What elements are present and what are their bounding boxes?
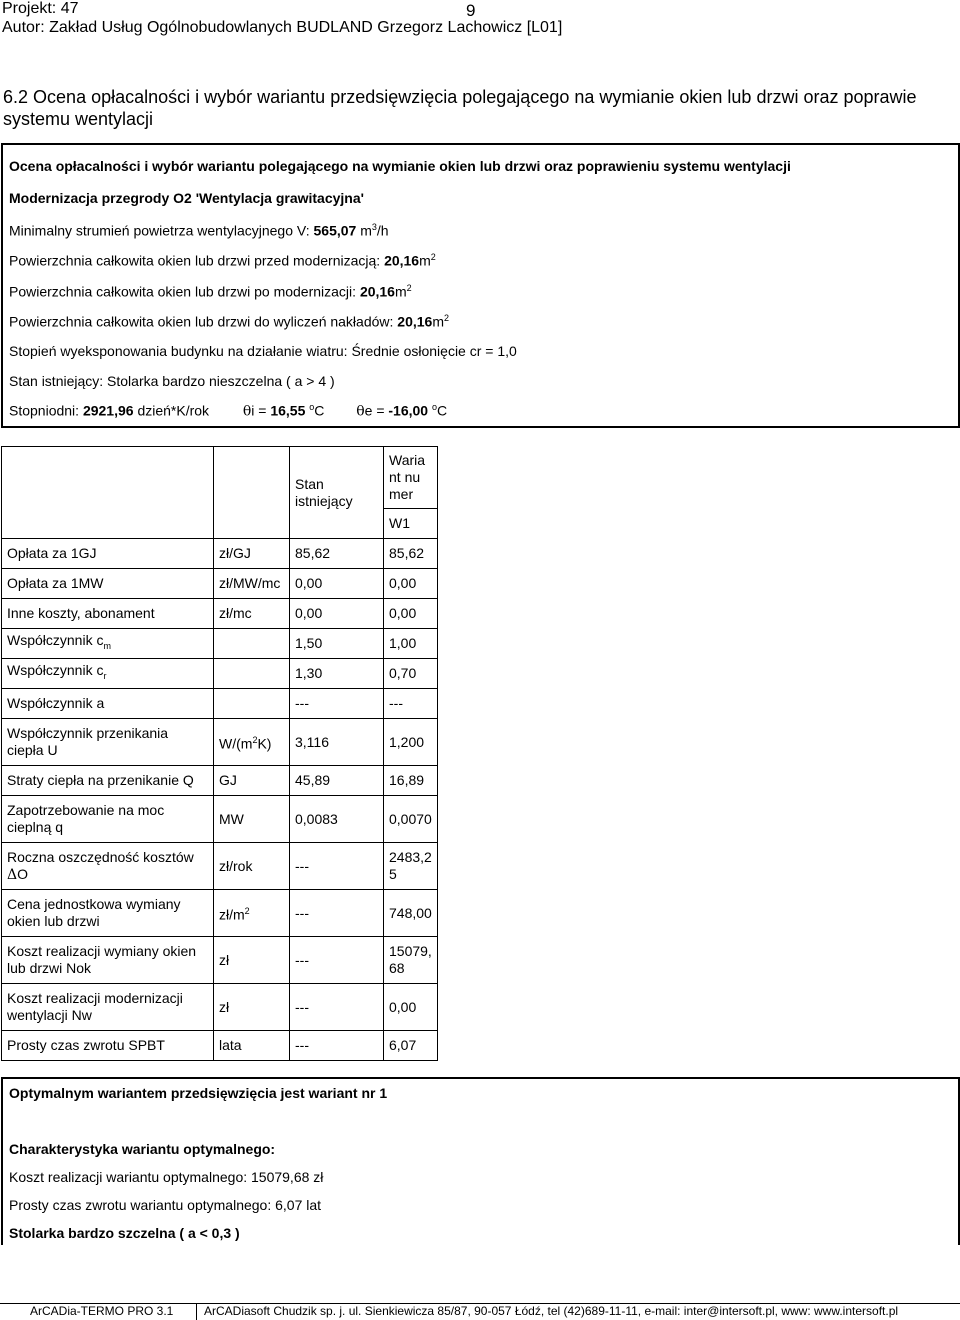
optimal-cost-line: Koszt realizacji wariantu optymalnego: 15079,68 zł [9,1169,324,1185]
degree-days-line [9,402,447,420]
area-cost-line [9,313,449,330]
degree-sup: o [309,402,315,412]
variants-table [1,446,438,1061]
assessment-title: Ocena opłacalności i wybór wariantu polegającego na wymianie okien lub drzwi oraz poprawieniu systemu wentylacji [9,158,791,174]
table-row [2,984,438,1031]
area-before-value: 20,16 [384,252,420,269]
row-w1: 1,00 [384,629,438,659]
te-label: e = [364,402,389,419]
header-stan [290,447,384,539]
area-after-label: Powierzchnia całkowita okien lub drzwi po modernizacji: [9,283,360,300]
area-cost-label: Powierzchnia całkowita okien lub drzwi do wyliczeń nakładów: [9,313,398,330]
area-before-line [9,252,436,269]
row-w1: 6,07 [384,1031,438,1061]
row-stan: --- [290,843,384,890]
area-sup: 2 [406,283,412,293]
ti-label: i = [251,402,271,419]
degree-sup: o [431,402,437,412]
theta-symbol: θ [242,403,252,420]
row-label: Współczynnik $c_m$ [2,629,214,659]
table-row [2,1031,438,1061]
row-stan: 1,50 [290,629,384,659]
row-unit: MW [214,796,290,843]
row-label: Współczynnik przenikania ciepła U [2,719,214,766]
area-unit: m [394,283,407,300]
page-footer [0,1303,960,1320]
row-w1: 0,00 [384,569,438,599]
row-w1: 16,89 [384,766,438,796]
row-label: Roczna oszczędność kosztów ΔO [2,843,214,890]
footer-company: ArCADiasoft Chudzik sp. j. ul. Sienkiewicza 85/87, 90-057 Łódź, tel (42)689-11-11, e-mail: inter@intersoft.pl, www: www.intersoft.pl [204,1304,899,1318]
row-stan: 0,0083 [290,796,384,843]
row-w1: 0,0070 [384,796,438,843]
row-label: Współczynnik a [2,689,214,719]
row-stan: 0,00 [290,599,384,629]
table-row [2,796,438,843]
airflow-value: 565,07 [313,222,357,239]
row-w1: 85,62 [384,539,438,569]
row-w1: 748,00 [384,890,438,937]
row-stan: 0,00 [290,569,384,599]
area-after-line [9,283,412,300]
row-unit: zł/GJ [214,539,290,569]
table-row [2,539,438,569]
section-heading [3,86,958,130]
row-label: Cena jednostkowa wymiany okien lub drzwi [2,890,214,937]
row-unit: $zł/m^2$ [214,890,290,937]
table-row [2,937,438,984]
row-unit [214,659,290,689]
section-number: 6.2 [3,87,29,107]
area-sup: 2 [444,313,450,323]
row-stan: --- [290,984,384,1031]
area-unit: m [432,313,445,330]
row-unit: zł/MW/mc [214,569,290,599]
degree-days-unit: dzień*K/rok [133,402,210,419]
area-unit: m [419,252,431,269]
row-unit: $W/(m^2K)$ [214,719,290,766]
table-row [2,659,438,689]
header-wariant-label: Wariant numer [389,452,426,502]
row-unit [214,689,290,719]
table-row [2,599,438,629]
airflow-line [9,222,389,239]
row-label: Koszt realizacji wymiany okien lub drzwi Nok [2,937,214,984]
row-label: Prosty czas zwrotu SPBT [2,1031,214,1061]
row-unit: zł [214,937,290,984]
area-before-label: Powierzchnia całkowita okien lub drzwi przed modernizacją: [9,252,385,269]
row-w1: 0,70 [384,659,438,689]
project-label: Projekt: 47 [2,0,79,17]
row-w1: 15079,68 [384,937,438,984]
row-stan: 3,116 [290,719,384,766]
table-row [2,719,438,766]
row-w1: 0,00 [384,599,438,629]
temp-unit: C [314,402,325,419]
table-row [2,766,438,796]
joinery-line: Stolarka bardzo szczelna ( a < 0,3 ) [9,1225,240,1241]
row-w1: 0,00 [384,984,438,1031]
row-label: Inne koszty, abonament [2,599,214,629]
row-unit [214,629,290,659]
header-wariant [384,447,438,509]
row-w1: 2483,25 [384,843,438,890]
section-title: Ocena opłacalności i wybór wariantu przedsięwzięcia polegającego na wymianie okien lub drzwi oraz poprawie systemu wentylacji [3,87,917,129]
table-row [2,629,438,659]
table-row [2,569,438,599]
airflow-unit-sup: 3 [371,222,377,232]
page-number: 9 [466,1,476,20]
state-line: Stan istniejący: Stolarka bardzo nieszczelna ( a > 4 ) [9,373,335,389]
te-value: -16,00 [388,402,429,419]
row-stan: 45,89 [290,766,384,796]
row-label: Zapotrzebowanie na moc cieplną q [2,796,214,843]
row-unit: lata [214,1031,290,1061]
area-cost-value: 20,16 [397,313,433,330]
table-row [2,890,438,937]
modernization-subtitle: Modernizacja przegrody O2 'Wentylacja grawitacyjna' [9,190,364,206]
ti-value: 16,55 [270,402,306,419]
row-unit: GJ [214,766,290,796]
row-w1: 1,200 [384,719,438,766]
optimal-payback-line: Prosty czas zwrotu wariantu optymalnego: 6,07 lat [9,1197,322,1213]
table-row [2,843,438,890]
row-stan: --- [290,937,384,984]
assessment-box [1,143,960,428]
row-unit: zł/rok [214,843,290,890]
row-label: Opłata za 1MW [2,569,214,599]
row-stan: 1,30 [290,659,384,689]
header-blank-cell [2,447,214,539]
header-stan-label: Stan istniejący [295,475,353,509]
row-unit: zł/mc [214,599,290,629]
row-w1: --- [384,689,438,719]
degree-days-label: Stopniodni: [9,402,83,419]
airflow-unit-tail: /h [376,222,389,239]
optimal-variant-box [1,1077,960,1245]
row-stan: 85,62 [290,539,384,569]
author-label: Autor: Zakład Usług Ogólnobudowlanych BUDLAND Grzegorz Lachowicz [L01] [2,19,563,36]
row-label: Koszt realizacji modernizacji wentylacji Nw [2,984,214,1031]
airflow-label: Minimalny strumień powietrza wentylacyjnego V: [9,222,314,239]
characteristics-title: Charakterystyka wariantu optymalnego: [9,1141,276,1157]
header-blank-cell [214,447,290,539]
area-after-value: 20,16 [359,283,395,300]
exposure-line: Stopień wyeksponowania budynku na działanie wiatru: Średnie osłonięcie cr = 1,0 [9,343,517,359]
table-row [2,689,438,719]
theta-symbol: θ [356,403,365,420]
temp-unit: C [437,402,448,419]
row-label: Straty ciepła na przenikanie Q [2,766,214,796]
footer-software: ArCADia-TERMO PRO 3.1 [30,1304,174,1318]
degree-days-value: 2921,96 [82,402,134,419]
row-unit: zł [214,984,290,1031]
header-w1: W1 [384,509,438,539]
row-label: Współczynnik $c_r$ [2,659,214,689]
optimal-variant-line: Optymalnym wariantem przedsięwzięcia jest wariant nr 1 [9,1085,388,1101]
row-stan: --- [290,890,384,937]
row-stan: --- [290,689,384,719]
row-stan: --- [290,1031,384,1061]
row-label: Opłata za 1GJ [2,539,214,569]
airflow-unit: m [356,222,372,239]
area-sup: 2 [430,252,436,262]
